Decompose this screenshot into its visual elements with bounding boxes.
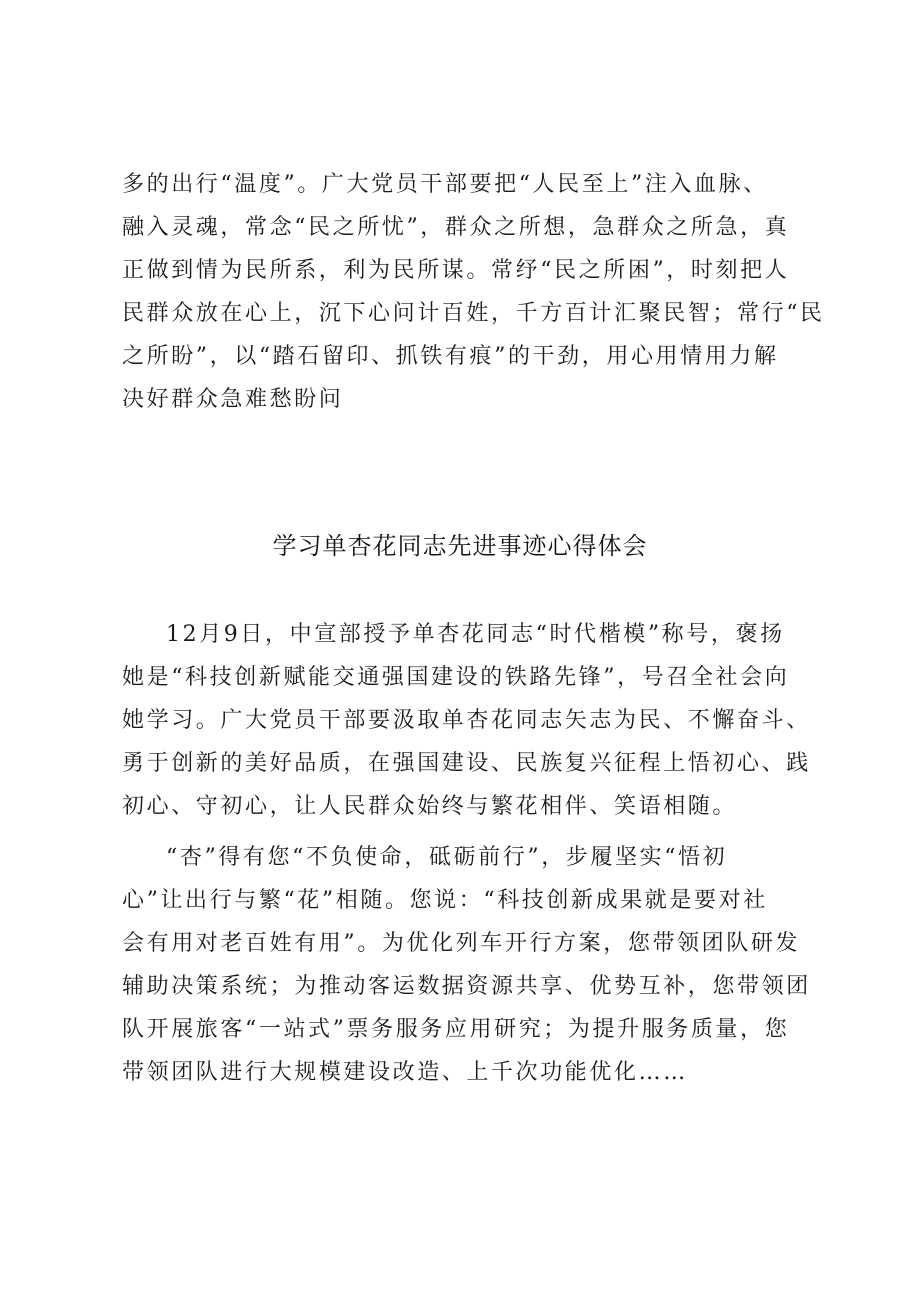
text-line: 会有用对老百姓有用”。为优化列车开行方案，您带领团队研发 bbox=[122, 931, 801, 956]
text-line: 她是“科技创新赋能交通强国建设的铁路先锋”，号召全社会向 bbox=[122, 665, 790, 690]
text-line: 队开展旅客“一站式”票务服务应用研究；为提升服务质量，您 bbox=[122, 1017, 790, 1042]
text-line: 正做到情为民所系，利为民所谋。常纾“民之所困”，时刻把人 bbox=[122, 258, 790, 283]
text-line: 民群众放在心上，沉下心问计百姓，千方百计汇聚民智；常行“民 bbox=[122, 301, 825, 326]
text-line: “杏”得有您“不负使命，砥砺前行”，步履坚实“悟初 bbox=[166, 845, 728, 870]
text-line: 融入灵魂，常念“民之所忧”，群众之所想，急群众之所急，真 bbox=[122, 215, 790, 240]
page-title: 学习单杏花同志先进事迹心得体会 bbox=[272, 532, 648, 560]
text-line: 心”让出行与繁“花”相随。您说：“科技创新成果就是要对社 bbox=[122, 888, 768, 913]
text-line: 勇于创新的美好品质，在强国建设、民族复兴征程上悟初心、践 bbox=[122, 751, 811, 776]
text-line: 初心、守初心，让人民群众始终与繁花相伴、笑语相随。 bbox=[122, 794, 738, 819]
text-line: 之所盼”，以“踏石留印、抓铁有痕”的干劲，用心用情用力解 bbox=[122, 344, 779, 369]
text-line: 带领团队进行大规模建设改造、上千次功能优化…… bbox=[122, 1060, 688, 1085]
text-line: 辅助决策系统；为推动客运数据资源共享、优势互补，您带领团 bbox=[122, 974, 811, 999]
text-line: 12月9日，中宣部授予单杏花同志“时代楷模”称号，褒扬 bbox=[166, 622, 785, 647]
text-line: 决好群众急难愁盼问 bbox=[122, 387, 344, 412]
text-line: 她学习。广大党员干部要汲取单杏花同志矢志为民、不懈奋斗、 bbox=[122, 708, 811, 733]
text-line: 多的出行“温度”。广大党员干部要把“人民至上”注入血脉、 bbox=[122, 172, 768, 197]
